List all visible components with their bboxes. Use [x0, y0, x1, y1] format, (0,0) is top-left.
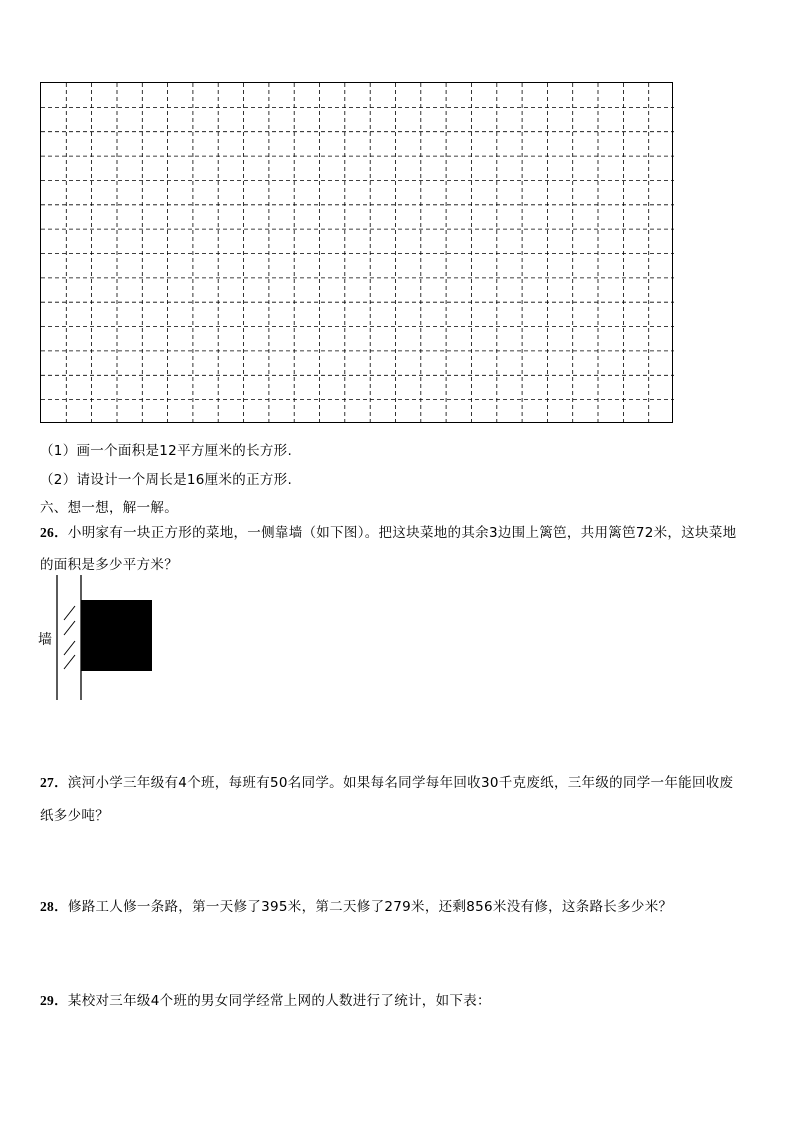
question-text: 滨河小学三年级有4个班，每班有50名同学。如果每名同学每年回收30千克废纸，三年级的同学一年能回收废	[67, 775, 734, 791]
dotted-grid	[40, 82, 673, 423]
question-text: 某校对三年级4个班的男女同学经常上网的人数进行了统计，如下表：	[67, 993, 491, 1009]
section-heading: 六、想一想，解一解。	[40, 500, 178, 516]
wall-hatch	[64, 621, 75, 635]
wall-label: 墙	[38, 632, 52, 648]
garden-figure	[38, 575, 158, 700]
question-number: 28．	[40, 899, 68, 914]
question-28	[40, 895, 672, 915]
garden-diagram	[38, 575, 158, 700]
question-27-line-1	[40, 771, 733, 791]
grid-lines	[41, 83, 674, 424]
wall-hatch	[64, 606, 75, 620]
task-1: （1）画一个面积是12平方厘米的长方形.	[40, 443, 293, 459]
question-27-line-2: 纸多少吨？	[40, 808, 109, 824]
question-29	[40, 989, 491, 1009]
question-text: 小明家有一块正方形的菜地，一侧靠墙（如下图）。把这块菜地的其余3边围上篱笆，共用篱笆72米，这块菜地	[67, 525, 737, 541]
square-garden	[81, 600, 152, 671]
task-2: （2）请设计一个周长是16厘米的正方形.	[40, 472, 293, 488]
question-26-line-2: 的面积是多少平方米？	[40, 557, 178, 573]
wall-hatch	[64, 641, 75, 655]
question-number: 29．	[40, 993, 68, 1008]
question-26-line-1	[40, 521, 736, 541]
question-number: 27．	[40, 775, 68, 790]
question-number: 26．	[40, 525, 68, 540]
question-text: 修路工人修一条路，第一天修了395米，第二天修了279米，还剩856米没有修，这条路长多少米？	[67, 899, 673, 915]
wall-hatch	[64, 655, 75, 669]
